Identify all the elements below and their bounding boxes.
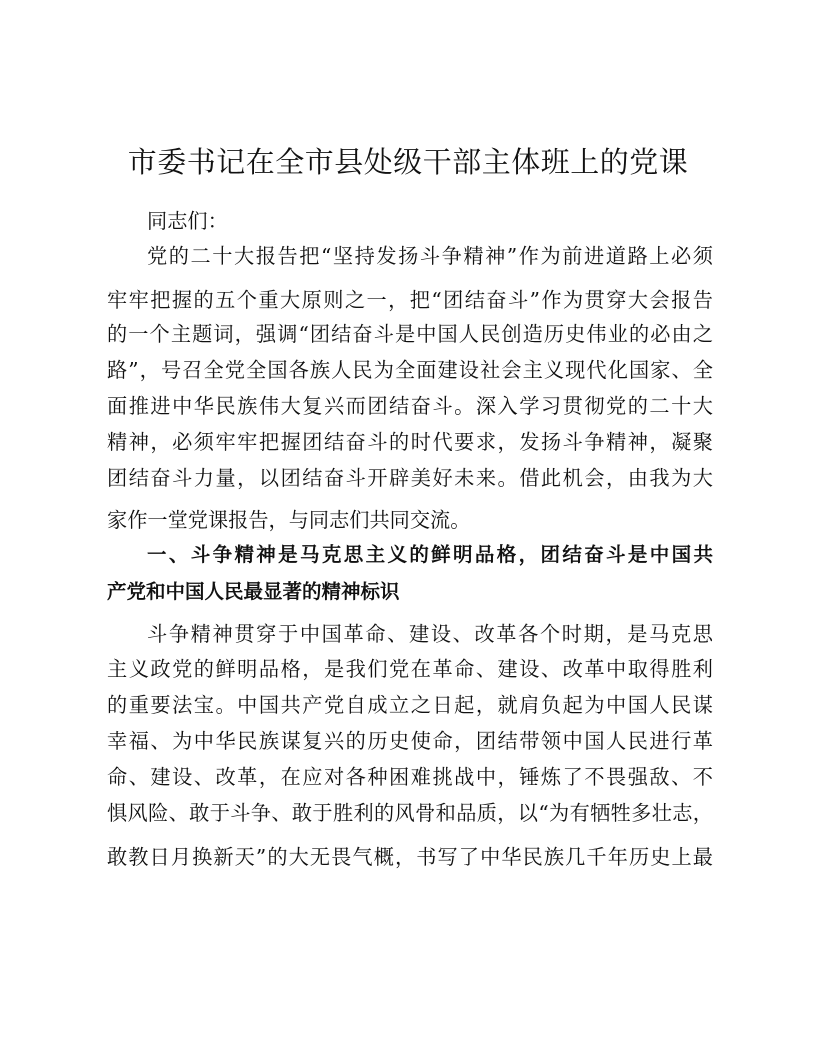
paragraph-line: 面推进中华民族伟大复兴而团结奋斗。深入学习贯彻党的二十大 — [107, 394, 713, 418]
paragraph-line: 的一个主题词，强调“团结奋斗是中国人民创造历史伟业的必由之 — [107, 322, 713, 346]
paragraph-line: 幸福、为中华民族谋复兴的历史使命，团结带领中国人民进行革 — [107, 729, 713, 753]
paragraph-line: 路”，号召全党全国各族人民为全面建设社会主义现代化国家、全 — [107, 358, 713, 382]
paragraph-line: 的重要法宝。中国共产党自成立之日起，就肩负起为中国人民谋 — [107, 693, 713, 717]
section-heading: 一、斗争精神是马克思主义的鲜明品格，团结奋斗是中国共 — [147, 543, 713, 566]
document-title: 市委书记在全市县处级干部主体班上的党课 — [127, 145, 689, 179]
paragraph-line: 命、建设、改革，在应对各种困难挑战中，锤炼了不畏强敌、不 — [107, 765, 713, 789]
paragraph-line: 斗争精神贯穿于中国革命、建设、改革各个时期，是马克思 — [147, 622, 713, 646]
salutation: 同志们： — [147, 209, 228, 233]
paragraph-line: 牢牢把握的五个重大原则之一，把“团结奋斗”作为贯穿大会报告 — [107, 288, 713, 312]
paragraph-line: 主义政党的鲜明品格，是我们党在革命、建设、改革中取得胜利 — [107, 657, 713, 681]
paragraph-line: 团结奋斗力量，以团结奋斗开辟美好未来。借此机会，由我为大 — [107, 466, 713, 490]
paragraph-line: 精神，必须牢牢把握团结奋斗的时代要求，发扬斗争精神，凝聚 — [107, 430, 713, 454]
paragraph-line: 党的二十大报告把“坚持发扬斗争精神”作为前进道路上必须 — [147, 244, 713, 268]
section-heading: 产党和中国人民最显著的精神标识 — [107, 580, 400, 603]
paragraph-line: 敢教日月换新天”的大无畏气概，书写了中华民族几千年历史上最 — [107, 845, 713, 869]
paragraph-line: 惧风险、敢于斗争、敢于胜利的风骨和品质，以“为有牺牲多壮志， — [107, 801, 713, 825]
paragraph-line: 家作一堂党课报告，与同志们共同交流。 — [107, 508, 471, 532]
